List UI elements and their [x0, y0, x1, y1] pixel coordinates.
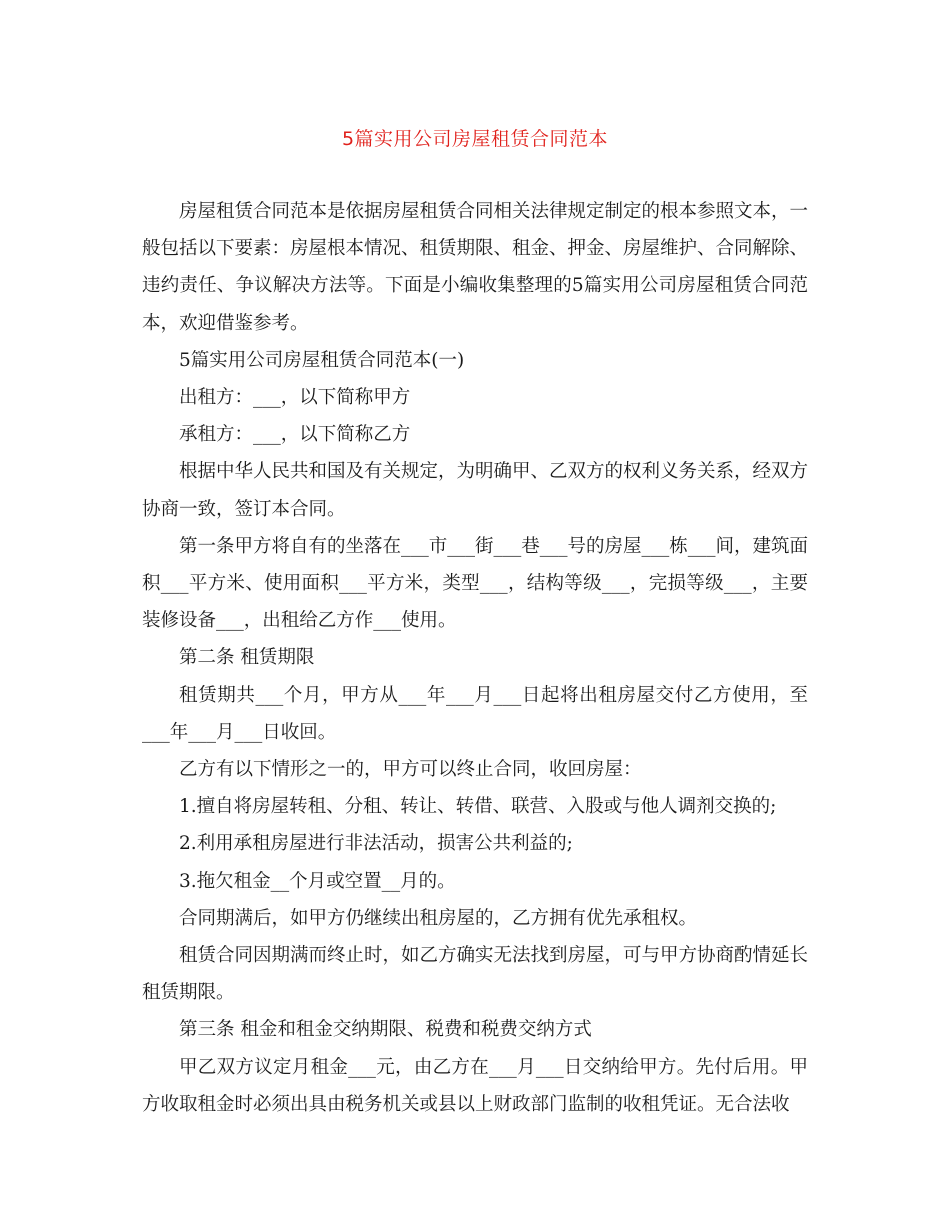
- termination-item-3: 3.拖欠租金__个月或空置__月的。: [179, 870, 456, 892]
- document-title: 5篇实用公司房屋租赁合同范本: [341, 128, 609, 150]
- intro-paragraph: 房屋租赁合同范本是依据房屋租赁合同相关法律规定制定的根本参照文本，一般包括以下要素：房屋根本情况、租赁期限、租金、押金、房屋维护、合同解除、违约责任、争议解决方法等。下面是小编收集整理的5篇实用公司房屋租赁合同范本，欢迎借鉴参考。: [142, 201, 809, 334]
- termination-intro: 乙方有以下情形之一的，甲方可以终止合同，收回房屋：: [179, 759, 642, 781]
- renewal-paragraph: 合同期满后，如甲方仍继续出租房屋的，乙方拥有优先承租权。: [179, 907, 698, 929]
- termination-item-2: 2.利用承租房屋进行非法活动，损害公共利益的;: [179, 833, 573, 855]
- rent-paragraph: 甲乙双方议定月租金___元，由乙方在___月___日交纳给甲方。先付后用。甲方收取租金时必须出具由税务机关或县以上财政部门监制的收租凭证。无合法收: [142, 1056, 808, 1115]
- document-body: [142, 193, 808, 1123]
- section-heading: 5篇实用公司房屋租赁合同范本(一): [179, 349, 465, 371]
- preamble-paragraph: 根据中华人民共和国及有关规定，为明确甲、乙双方的权利义务关系，经双方协商一致，签订本合同。: [142, 461, 809, 520]
- extension-paragraph: 租赁合同因期满而终止时，如乙方确实无法找到房屋，可与甲方协商酌情延长租赁期限。: [142, 945, 809, 1004]
- article-3-heading: 第三条 租金和租金交纳期限、税费和税费交纳方式: [179, 1019, 592, 1041]
- lessor-line: 出租方：___，以下简称甲方: [179, 387, 411, 409]
- lease-term-paragraph: 租赁期共___个月，甲方从___年___月___日起将出租房屋交付乙方使用，至___年___月___日收回。: [142, 684, 808, 743]
- article-2-heading: 第二条 租赁期限: [179, 647, 315, 669]
- termination-item-1: 1.擅自将房屋转租、分租、转让、转借、联营、入股或与他人调剂交换的;: [179, 796, 777, 818]
- lessee-line: 承租方：___，以下简称乙方: [179, 424, 411, 446]
- article-1-paragraph: 第一条甲方将自有的坐落在___市___街___巷___号的房屋___栋___间，建筑面积___平方米、使用面积___平方米，类型___，结构等级___，完损等级___，主要装修设备___，出租给乙方作___使用。: [142, 535, 809, 632]
